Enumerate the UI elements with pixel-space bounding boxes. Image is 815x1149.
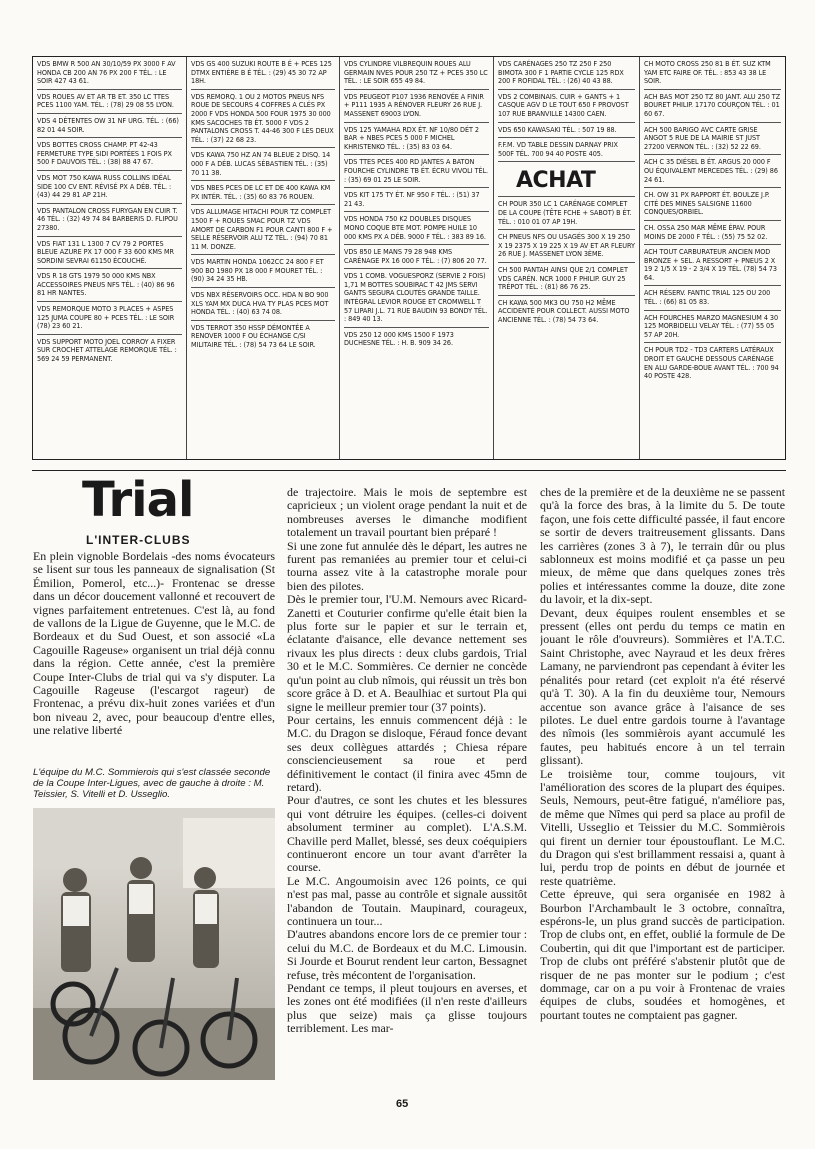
classified-ad: VDS 2 COMBINAIS. CUIR + GANTS + 1 CASQUE AGV D LE TOUT 650 F PROVOST 107 RUE BRANVILLE 14300 CAEN. xyxy=(498,90,635,123)
classifieds-column-5 xyxy=(639,57,785,459)
classified-ad: VDS KIT 175 TY ÉT. NF 950 F TÉL. : (51) 37 21 43. xyxy=(344,188,489,212)
page-number: 65 xyxy=(396,1098,409,1110)
article-paragraph: Le M.C. Angoumoisin avec 126 points, ce qui n'est pas mal, passe au contrôle et signale aussitôt l'abandon de Toutain. Maupinard, courageux, continuera un tour... xyxy=(287,873,527,928)
classified-ad: CH. OSSA 250 MAR MÊME ÉPAV. POUR MOINS DE 2000 F TÉL. : (55) 75 52 02. xyxy=(644,221,781,245)
article-column-3 xyxy=(540,486,785,1090)
classified-ad: VDS BOTTES CROSS CHAMP. PT 42-43 FERMETURE TYPE SIDI PORTÉES 1 FOIS PX 500 F DAUVOIS TÉL. : (38) 88 47 67. xyxy=(37,138,182,171)
classified-ad: ACH RÉSERV. FANTIC TRIAL 125 OU 200 TÉL. : (66) 81 05 83. xyxy=(644,286,781,310)
classified-ad: VDS 850 LE MANS 79 28 948 KMS CARÉNAGE PX 16 000 F TÉL. : (7) 806 20 77. xyxy=(344,245,489,269)
photo-caption: L'équipe du M.C. Sommierois qui s'est classée seconde de la Coupe Inter-Ligues, avec de gauche à droite : M. Teissier, S. Vitelli et D. Usseglio. xyxy=(33,767,271,800)
classified-ad: VDS 1 COMB. VOGUESPORZ (SERVIE 2 FOIS) 1,71 M BOTTES SOUBIRAC T 42 JMS SERVI GANTS SEGURA CLOUTÉS GRANDE TAILLE. INTÉGRAL LEVIOR ROUGE ET CROMWELL T 57 LIPARI J.L. 71 RUE BAUDIN 93 BONDY TÉL. : 849 40 13. xyxy=(344,269,489,328)
classified-ad: VDS MOT 750 KAWA RUSS COLLINS IDÉAL SIDE 100 CV ENT. RÉVISÉ PX A DÉB. TÉL. : (43) 44 29 81 AP 21H. xyxy=(37,171,182,204)
classified-ad: VDS 650 KAWASAKI TÉL. : 507 19 88. xyxy=(498,123,635,139)
article-paragraph: En plein vignoble Bordelais -des noms évocateurs se lisent sur tous les panneaux de signalisation (St Émilion, Pomerol, etc...)- Frontenac se dresse dans un décor doucement vallonné et recouvert de vignes parfaitement entretenues. C'est là, au fond de vallons de la Ligue de Guyenne, que le M.C. de Bordeaux et du Sud Ouest, et son associé «La Cagouille Rageuse» organisent un trial déjà connu dans la région. Cette année, c'est la première Coupe Inter-Clubs de trial qui va s'y disputer. La Cagouille Rageuse (l'escargot rageur) de Frontenac, a prévu dix-huit zones variées et d'un bon niveau 2, avec, pour beaucoup d'entre elles, une relative liberté xyxy=(33,550,275,738)
classified-ad: CH 500 PANTAH AINSI QUE 2/1 COMPLET VDS CARÉN. NCR 1000 F PHILIP. GUY 25 TRÉPOT TÉL. : (81) 86 76 25. xyxy=(498,263,635,296)
classified-ad: VDS PANTALON CROSS FURYGAN EN CUIR T. 46 TÉL. : (32) 49 74 84 BARBERIS D. FLIPOU 27380. xyxy=(37,204,182,237)
article-heading: L'INTER-CLUBS xyxy=(86,533,191,547)
classified-ad: F.F.M. VD TABLE DESSIN DARNAY PRIX 500F TÉL. 700 94 40 POSTE 405. xyxy=(498,138,635,162)
classified-ad: VDS REMORQUE MOTO 3 PLACES + ASPES 125 JUMA COUPE 80 + PCES TÉL. : LE SOIR (78) 23 60 21. xyxy=(37,302,182,335)
classified-ad: ACH FOURCHES MARZO MAGNESIUM 4 30 125 MORBIDELLI VELAY TÉL. : (77) 55 05 57 AP 20H. xyxy=(644,311,781,344)
article-paragraph: Pour d'autres, ce sont les chutes et les blessures qui vont détruire les équipes. (celles-ci doivent absolument terminer au complet). L'A.S.M. Chaville perd Mallet, blessé, ses deux coéquipiers continueront encore un tour avant d'arrêter la course. xyxy=(287,793,527,875)
article-paragraph: Si une zone fut annulée dès le départ, les autres ne furent pas remaniées au premier tour et celui-ci tourna assez vite à la catastrophe morale pour bien des pilotes. xyxy=(287,538,527,593)
classified-ad: VDS GS 400 SUZUKI ROUTE B É + PCES 125 DTMX ENTIÈRE B É TÉL. : (29) 45 30 72 AP 18H. xyxy=(191,57,335,90)
classified-ad: VDS HONDA 750 K2 DOUBLES DISQUES MONO COQUE BTE MOT. POMPE HUILE 10 000 KMS PX A DÉB. 9000 F TÉL. : 383 89 16. xyxy=(344,212,489,245)
classified-ad: VDS MARTIN HONDA 1062CC 24 800 F ET 900 BO 1980 PX 18 000 F MOURET TÉL. : (90) 34 24 35 HB. xyxy=(191,255,335,288)
achat-heading: ACHAT xyxy=(498,162,635,197)
article-paragraph: Devant, deux équipes roulent ensembles et se pressent (elles ont perdu du temps ce matin en jouant le rôle d'ouvreurs). Sommières et l'A.T.C. Saint Christophe, avec Nayraud et les deux frères Lamany, ne parviendront pas cependant à éviter les pénalités pour retard (cet exploit n'a été réservé qu'à T. 30). A la fin du deuxième tour, Nemours accentue son avance grâce à l'aisance de ses pilotes. Le duel entre gardois tourne à l'avantage des nîmois (les sommièrois ayant accumulé les fautes, peu habitués encore à un tel terrain glissant). xyxy=(540,605,785,768)
section-divider xyxy=(32,470,786,471)
classified-ad: VDS FIAT 131 L 1300 7 CV 79 2 PORTES BLEUE AZURE PX 17 000 F 33 600 KMS MR SORDINI SEVRAI 61150 ÉCOUCHÉ. xyxy=(37,237,182,270)
classified-ad: VDS CARÉNAGES 250 TZ 250 F 250 BIMOTA 300 F 1 PARTIE CYCLE 125 RDX 200 F ROFIDAL TÉL. : (26) 40 43 88. xyxy=(498,57,635,90)
classified-ad: CH PNEUS NFS OU USAGÉS 300 X 19 250 X 19 2375 X 19 225 X 19 AV ET AR FLEURY 26 RUE J. MASSENET LYON 3ÈME. xyxy=(498,230,635,263)
article-paragraph: Dès le premier tour, l'U.M. Nemours avec Ricard-Zanetti et Couturier confirme qu'elle était bien la plus forte sur le papier et sur le terrain et, éclatante d'aisance, elle devance nettement ses rivaux les plus directs : deux clubs gardois, Trial 30 et le M.C. Sommières. Ce dernier ne concède qu'un point au club nîmois, qui réussit un très bon score grâce à D. et A. Beaulhiac et surtout Pla qui signe le meilleur premier tour (37 points). xyxy=(287,592,527,714)
classified-ad: VDS BMW R 500 AN 30/10/59 PX 3000 F AV HONDA CB 200 AN 76 PX 200 F TÉL. : LE SOIR 427 43 61. xyxy=(37,57,182,90)
article-paragraph: ches de la première et de la deuxième ne se passent qu'à la force des bras, à la limite du 5. De toute façon, une fois cette difficulté passée, il faut encore se sortir de devers traitreusement glissants. Dans les carrières (zones 3 à 7), le terrain dûr ou plus sablonneux est moins modifié et ça passe un peu mieux, de même que dans quelques zones très polies et intéressantes comme la douze, dite zone du lavoir, et la dix-sept. xyxy=(540,486,785,607)
classifieds-column-1 xyxy=(33,57,186,459)
article-column-1 xyxy=(33,550,275,750)
classifieds-box xyxy=(32,56,786,460)
classified-ad: CH POUR 350 LC 1 CARÉNAGE COMPLET DE LA COUPE (TÊTE FCHE + SABOT) B ÉT. TÉL. : 010 01 07 AP 19H. xyxy=(498,197,635,230)
classified-ad: VDS NBES PCES DE LC ET DE 400 KAWA KM PX INTÉR. TÉL. : (35) 60 83 76 ROUEN. xyxy=(191,181,335,205)
classified-ad: VDS R 18 GTS 1979 50 000 KMS NBX ACCESSOIRES PNEUS NFS TÉL. : (40) 86 96 81 HR NANTES. xyxy=(37,269,182,302)
classified-ad: VDS NBX RÉSERVOIRS OCC. HDA N BO 900 XLS YAM MX DUCA HVA TY PLAS PCES MOT HONDA TÉL. : (40) 63 74 08. xyxy=(191,288,335,321)
classifieds-column-2 xyxy=(186,57,339,459)
team-photo-image xyxy=(33,808,275,1080)
classified-ad: VDS SUPPORT MOTO JOEL CORROY A FIXER SUR CROCHET ATTELAGE REMORQUE TÉL. : 569 24 59 PERMANENT. xyxy=(37,336,177,364)
classified-ad: VDS 125 YAMAHA RDX ÉT. NF 10/80 DÉT 2 BAR + NBES PCES 5 000 F MICHEL KHRISTENKO TÉL. : (35) 83 03 64. xyxy=(344,123,489,156)
classified-ad: ACH 500 BARIGO AVC CARTE GRISE ANGOT 5 RUE DE LA MAIRIE ST JUST 27200 VERNON TÉL. : (32) 52 22 69. xyxy=(644,123,781,156)
article-paragraph: de trajectoire. Mais le mois de septembre est capricieux ; un violent orage pendant la nuit et de nombreuses averses le dimanche modifient totalement un travail pourtant bien préparé ! xyxy=(287,486,527,540)
article-paragraph: Pendant ce temps, il pleut toujours en averses, et les zones ont été modifiées (il n'en reste d'ailleurs plus que seize) mais ça glisse toujours terriblement. Les mar- xyxy=(287,981,527,1036)
classified-ad: VDS CYLINDRE VILBREQUIN ROUES ALU GERMAIN NVES POUR 250 TZ + PCES 350 LC TÉL. : LE SOIR 655 49 84. xyxy=(344,57,489,90)
classified-ad: VDS TTES PCES 400 RD JANTES A BATON FOURCHE CYLINDRE TB ÉT. ÉCRU VIVOLI TÉL. : (35) 69 01 25 LE SOIR. xyxy=(344,155,489,188)
team-photo xyxy=(33,808,275,1080)
classified-ad: ACH BAS MOT 250 TZ 80 JANT. ALU 250 TZ BOURET PHILIP. 17170 COURÇON TÉL. : 01 60 67. xyxy=(644,90,781,123)
classified-ad: CH KAWA 500 MK3 OU 750 H2 MÊME ACCIDENTÉ POUR COLLECT. AUSSI MOTO ANCIENNE TÉL. : (78) 54 73 64. xyxy=(498,297,630,324)
classified-ad: VDS PEUGEOT P107 1936 RENOVÉE A FINIR + P111 1935 A RÉNOVER FLEURY 26 RUE J. MASSENET 69003 LYON. xyxy=(344,90,489,123)
classified-ad: CH POUR TD2 - TD3 CARTERS LATÉRAUX DROIT ET GAUCHE DESSOUS CARÉNAGE EN ALU GARDE-BOUE AVANT TÉL. : 700 94 40 POSTE 428. xyxy=(644,345,779,381)
article-paragraph: Pour certains, les ennuis commencent déjà : le M.C. du Dragon se disloque, Féraud fonce devant ses deux collègues attardés ; Chiesa répare consciencieusement sa roue et perd définitivement le contact (il finira avec 45mn de retard). xyxy=(287,712,527,794)
article-paragraph: Cette épreuve, qui sera organisée en 1982 à Bourbon l'Archambault le 3 octobre, connaîtra, espérons-le, un plus grand succès de participation. Trop de clubs ont, en effet, oublié la formule de De Coubertin, qui dit que l'important est de participer. Trop de clubs ont préféré s'abstenir plutôt que de risquer de ne pas monter sur le podium ; c'est dommage, car on a pu voir à Frontenac de vraies équipes de clubs, soudées et homogènes, et pourtant toutes ne comptaient pas gagner. xyxy=(540,887,785,1022)
classified-ad: VDS REMORQ. 1 OU 2 MOTOS PNEUS NFS ROUE DE SECOURS 4 COFFRES A CLÉS PX 2000 F VDS HONDA 500 FOUR 1975 30 000 KMS SACOCHES TB ÉT. 5000 F VDS 2 PANTALONS CROSS T. 44-46 300 F LES DEUX TÉL. : (37) 22 68 23. xyxy=(191,90,335,149)
article-column-2 xyxy=(287,486,527,1090)
classified-ad: ACH C 35 DIÉSEL B ÉT. ARGUS 20 000 F OU ÉQUIVALENT MERCEDES TÉL. : (29) 86 24 61. xyxy=(644,155,781,188)
classified-ad: CH. OW 31 PX RAPPORT ÉT. BOULZE J.P. CITÉ DES MINES SALSIGNE 11600 CONQUES/ORBIEL. xyxy=(644,188,781,221)
classified-ad: CH MOTO CROSS 250 81 B ÉT. SUZ KTM YAM ETC FAIRE OF. TÉL. : 853 43 38 LE SOIR. xyxy=(644,57,781,90)
classified-ad: VDS KAWA 750 HZ AN 74 BLEUE 2 DISQ. 14 000 F A DÉB. LUCAS SÉBASTIEN TÉL. : (35) 70 11 38. xyxy=(191,148,335,181)
classified-ad: ACH TOUT CARBURATEUR ANCIEN MOD BRONZE + SEL. A RESSORT + PNEUS 2 X 19 2 1/5 X 19 - 2 3/4 X 19 TÉL. (78) 54 73 64. xyxy=(644,245,781,286)
classified-ad: VDS TERROT 350 HSSP DÉMONTÉE A RENOVER 1000 F OU ÉCHANGE C/SI MILITAIRE TÉL. : (78) 54 73 64 LE SOIR. xyxy=(191,322,316,350)
classified-ad: VDS 250 12 000 KMS 1500 F 1973 DUCHESNE TÉL. : H. B. 909 34 26. xyxy=(344,329,454,348)
classified-ad: VDS ROUES AV ET AR TB ET. 350 LC TTES PCES 1100 YAM. TÉL. : (78) 29 08 55 LYON. xyxy=(37,90,182,114)
article-title: Trial xyxy=(82,472,194,528)
classifieds-column-3 xyxy=(339,57,493,459)
classifieds-column-4 xyxy=(493,57,639,459)
article-paragraph: D'autres abandons encore lors de ce premier tour : celui du M.C. de Bordeaux et du M.C. Limousin. Si Jourde et Bourut rendent leur carton, Bessagnet refuse, très mécontent de l'organisation. xyxy=(287,927,527,982)
classified-ad: VDS ALLUMAGE HITACHI POUR TZ COMPLET 1500 F + ROUES SMAC POUR TZ VDS AMORT DE CARBON F1 POUR CANTI 800 F + SELLE RÉSERVOIR ALU TZ TÉL. : (94) 70 81 11 M. DONZE. xyxy=(191,205,335,255)
classified-ad: VDS 4 DÉTENTES OW 31 NF URG. TÉL. : (66) 82 01 44 SOIR. xyxy=(37,114,182,138)
article-paragraph: Le troisième tour, comme toujours, vit l'amélioration des scores de la plupart des équipes. Seuls, Nemours, peut-être fatigué, n'améliore pas, de même que Nîmes qui perd sa place au profil de Vitelli, Usseglio et Teissier du M.C. Sommièrois qui firent un dernier tour époustouflant. Le M.C. du Dragon qui s'est brillamment ressaisi a, quant à lui, perdu trop de points en début de journée et reste quatrième. xyxy=(540,766,785,888)
